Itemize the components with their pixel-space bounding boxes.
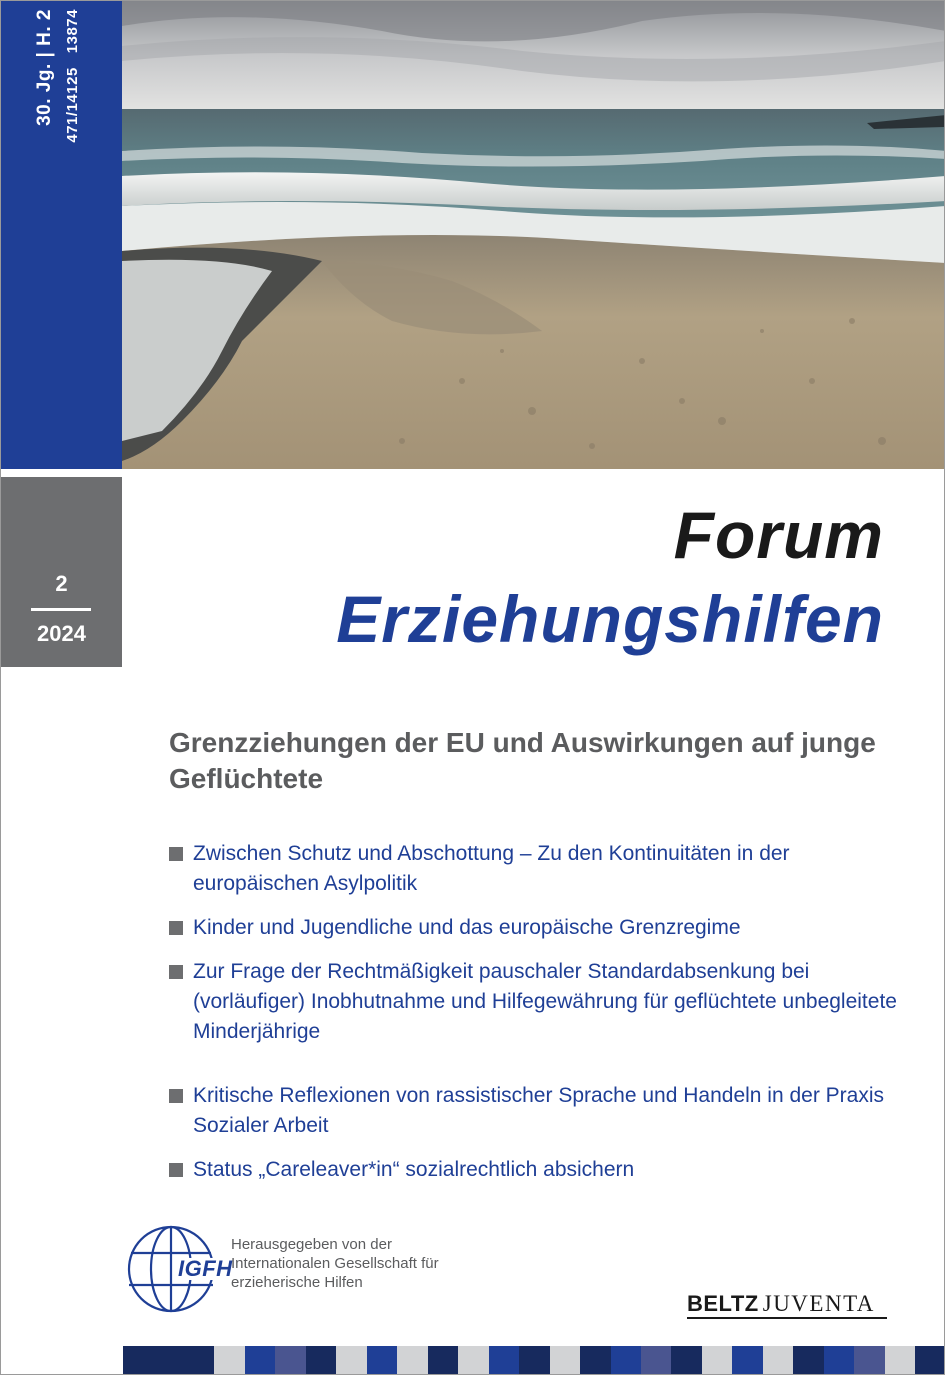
stripe-segment — [793, 1346, 823, 1375]
stripe-segment — [214, 1346, 244, 1375]
square-bullet-icon — [169, 921, 183, 935]
stripe-segment — [489, 1346, 519, 1375]
issue-year: 2024 — [37, 621, 86, 646]
list-item — [169, 1081, 899, 1141]
contents-item-text: Status „Careleaver*in“ sozialrechtlich absichern — [193, 1158, 635, 1181]
stripe-segment — [824, 1346, 854, 1375]
publisher-note-line: erzieherische Hilfen — [231, 1274, 363, 1291]
stripe-segment — [885, 1346, 915, 1375]
publisher-note — [231, 1235, 439, 1292]
publisher-note-line: Herausgegeben von der — [231, 1236, 392, 1253]
stripe-segment — [458, 1346, 488, 1375]
square-bullet-icon — [169, 965, 183, 979]
square-bullet-icon — [169, 847, 183, 861]
stripe-segment — [245, 1346, 275, 1375]
stripe-segment — [854, 1346, 884, 1375]
imprint-beltz: BELTZ — [687, 1291, 759, 1316]
spine-volume: 30. Jg. — [34, 63, 55, 126]
stripe-segment — [306, 1346, 336, 1375]
stripe-segment — [641, 1346, 671, 1375]
stripe-segment — [367, 1346, 397, 1375]
spine-line-volume — [31, 9, 59, 179]
stripe-segment — [915, 1346, 945, 1375]
stripe-segment — [275, 1346, 305, 1375]
stripe-segment — [763, 1346, 793, 1375]
stripe-segment — [519, 1346, 549, 1375]
stripe-segment — [702, 1346, 732, 1375]
stripe-segment — [611, 1346, 641, 1375]
beach-with-waves-image — [122, 1, 945, 469]
igfh-logo-text: IGFH — [178, 1256, 233, 1281]
publisher-note-line: Internationalen Gesellschaft für — [231, 1255, 439, 1272]
contents-item-text: Kritische Reflexionen von rassistischer Sprache und Handeln in der Praxis Sozialer Arbeit — [193, 1084, 885, 1137]
list-item — [169, 913, 899, 943]
contents-item-text: Zur Frage der Rechtmäßigkeit pauschaler Standardabsenkung bei (vorläufiger) Inobhutnahme und Hilfegewährung für geflüchtete unbegleitete Minderjährige — [193, 960, 897, 1043]
contents-item-text: Zwischen Schutz und Abschottung – Zu den Kontinuitäten in der europäischen Asylpolitik — [193, 842, 790, 895]
stripe-segment — [397, 1346, 427, 1375]
decorative-stripe — [123, 1346, 945, 1375]
spine-separator: | — [34, 51, 55, 58]
stripe-segment — [123, 1346, 153, 1375]
stripe-segment — [580, 1346, 610, 1375]
issue-theme-title: Grenzziehungen der EU und Auswirkungen auf junge Geflüchtete — [169, 727, 876, 794]
spine-line-codes — [59, 9, 87, 179]
issue-block — [1, 477, 122, 667]
stripe-segment — [732, 1346, 762, 1375]
square-bullet-icon — [169, 1163, 183, 1177]
beach-photo-illustration — [122, 1, 945, 469]
journal-title-line2: Erziehungshilfen — [336, 582, 884, 656]
issue-number: 2 — [55, 571, 68, 596]
publisher-imprint — [687, 1289, 875, 1319]
stripe-segment — [336, 1346, 366, 1375]
spine-band — [1, 1, 122, 469]
spine-code-a: 471/14125 — [64, 67, 81, 143]
spine-issue: H. 2 — [34, 9, 55, 46]
stripe-segment — [550, 1346, 580, 1375]
journal-title-line1: Forum — [673, 498, 884, 572]
contents-item-text: Kinder und Jugendliche und das europäische Grenzregime — [193, 916, 741, 939]
imprint-juventa: JUVENTA — [762, 1291, 875, 1316]
stripe-segment — [428, 1346, 458, 1375]
list-item — [169, 839, 899, 899]
list-item — [169, 957, 899, 1047]
contents-list — [169, 839, 899, 1185]
stripe-segment — [671, 1346, 701, 1375]
issue-divider — [31, 608, 91, 611]
imprint-underline — [687, 1317, 887, 1319]
stripe-segment — [153, 1346, 183, 1375]
square-bullet-icon — [169, 1089, 183, 1103]
stripe-segment — [184, 1346, 214, 1375]
spine-code-b: 13874 — [64, 9, 81, 54]
list-item — [169, 1155, 899, 1185]
